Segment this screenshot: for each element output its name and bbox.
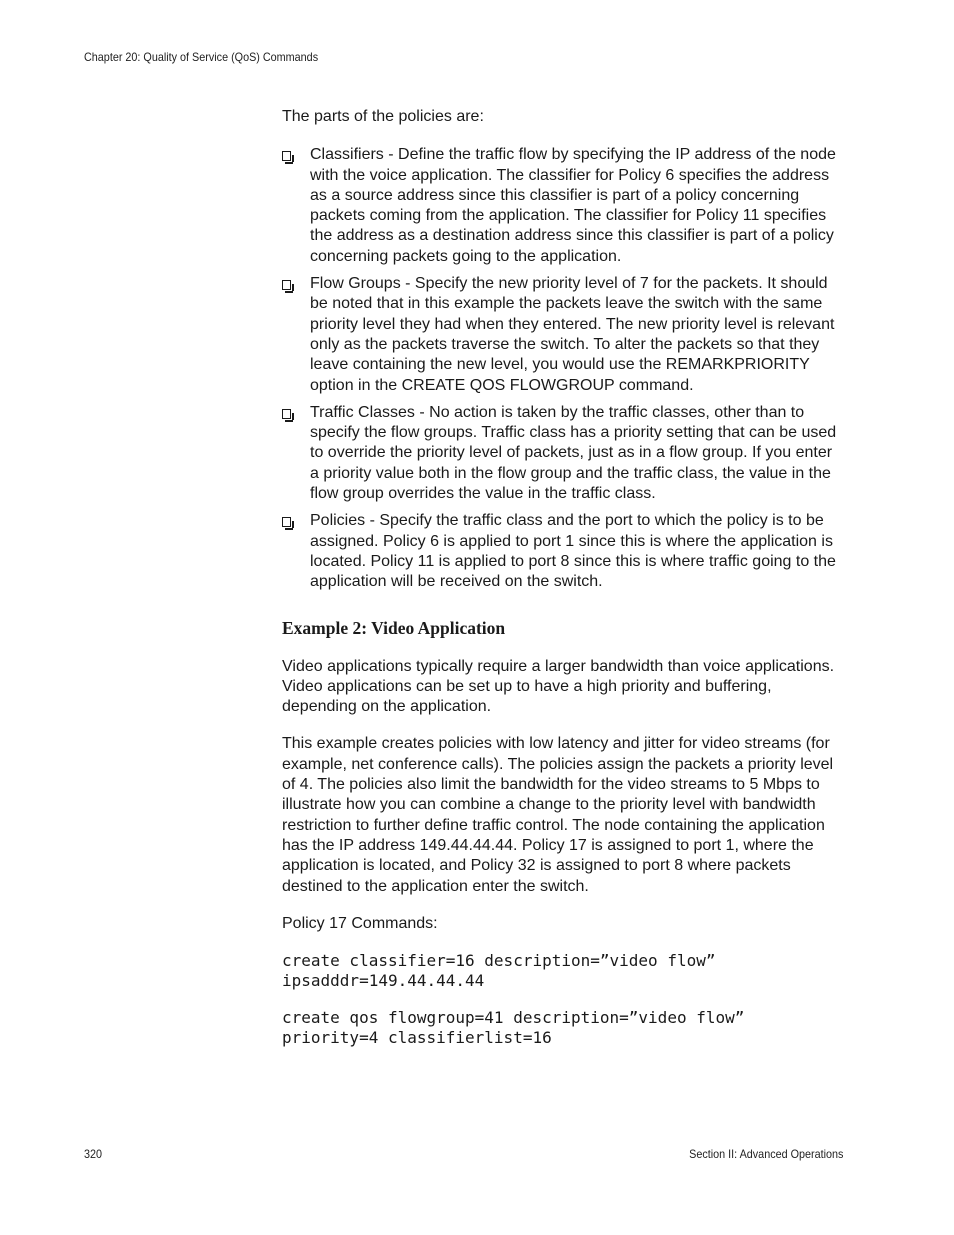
list-item-text: Policies - Specify the traffic class and the port to which the policy is to be assigned. Policy 6 is applied to port 1 since this is where the application is located. Policy 11 is applied to port 8 since this is where traffic going to the application will be received on the switch.	[310, 512, 836, 591]
list-item	[282, 145, 844, 267]
running-footer: Section II: Advanced Operations	[688, 1147, 843, 1161]
page-number: 320	[84, 1147, 103, 1161]
list-item	[282, 403, 844, 504]
policy-parts-list	[282, 145, 844, 592]
list-item-text: Classifiers - Define the traffic flow by specifying the IP address of the node with the voice application. The classifier for Policy 6 specifies the address as a source address since this classifier is part of a policy concerning packets coming from the application. The classifier for Policy 11 specifies the address as a destination address since this classifier is part of a policy concerning packets going to the application.	[310, 146, 836, 265]
section-heading: Example 2: Video Application	[282, 617, 506, 638]
intro-paragraph: The parts of the policies are:	[282, 108, 484, 125]
paragraph: Policy 17 Commands:	[282, 914, 438, 932]
running-header: Chapter 20: Quality of Service (QoS) Commands	[84, 50, 319, 64]
list-item-text: Traffic Classes - No action is taken by the traffic classes, other than to specify the flow groups. Traffic class has a priority setting that can be used to override the priority level of packets, just as in a flow group. If you enter a priority value both in the flow group and the traffic class, the value in the flow group overrides the value in the traffic class.	[310, 403, 837, 503]
page-body	[282, 107, 844, 1064]
checkbox-bullet-icon	[282, 409, 291, 419]
list-item	[282, 274, 844, 396]
code-block: create qos flowgroup=41 description=”video flow” priority=4 classifierlist=16	[282, 1007, 745, 1047]
list-item-text: Flow Groups - Specify the new priority level of 7 for the packets. It should be noted that in this example the packets leave the switch with the same priority level they had when they entered. The new priority level is relevant only as the packets traverse the switch. To alter the packets so that they leave containing the new level, you would use the REMARKPRIORITY option in the CREATE QOS FLOWGROUP command.	[310, 275, 835, 394]
checkbox-bullet-icon	[282, 517, 291, 527]
paragraph: This example creates policies with low latency and jitter for video streams (for example, net conference calls). The policies assign the packets a priority level of 4. The policies also limit the bandwidth for the video streams to 5 Mbps to illustrate how you can combine a change to the priority level with bandwidth restriction to further define traffic control. The node containing the application has the IP address 149.44.44.44. Policy 17 is assigned to port 1, where the application is located, and Policy 32 is assigned to port 8 where packets destined to the application enter the switch.	[282, 735, 834, 895]
checkbox-bullet-icon	[282, 151, 291, 161]
list-item	[282, 511, 844, 592]
checkbox-bullet-icon	[282, 280, 291, 290]
code-block: create classifier=16 description=”video flow” ipsadddr=149.44.44.44	[282, 951, 716, 991]
paragraph: Video applications typically require a larger bandwidth than voice applications. Video applications can be set up to have a high priority and buffering, depending on the application.	[282, 657, 835, 716]
